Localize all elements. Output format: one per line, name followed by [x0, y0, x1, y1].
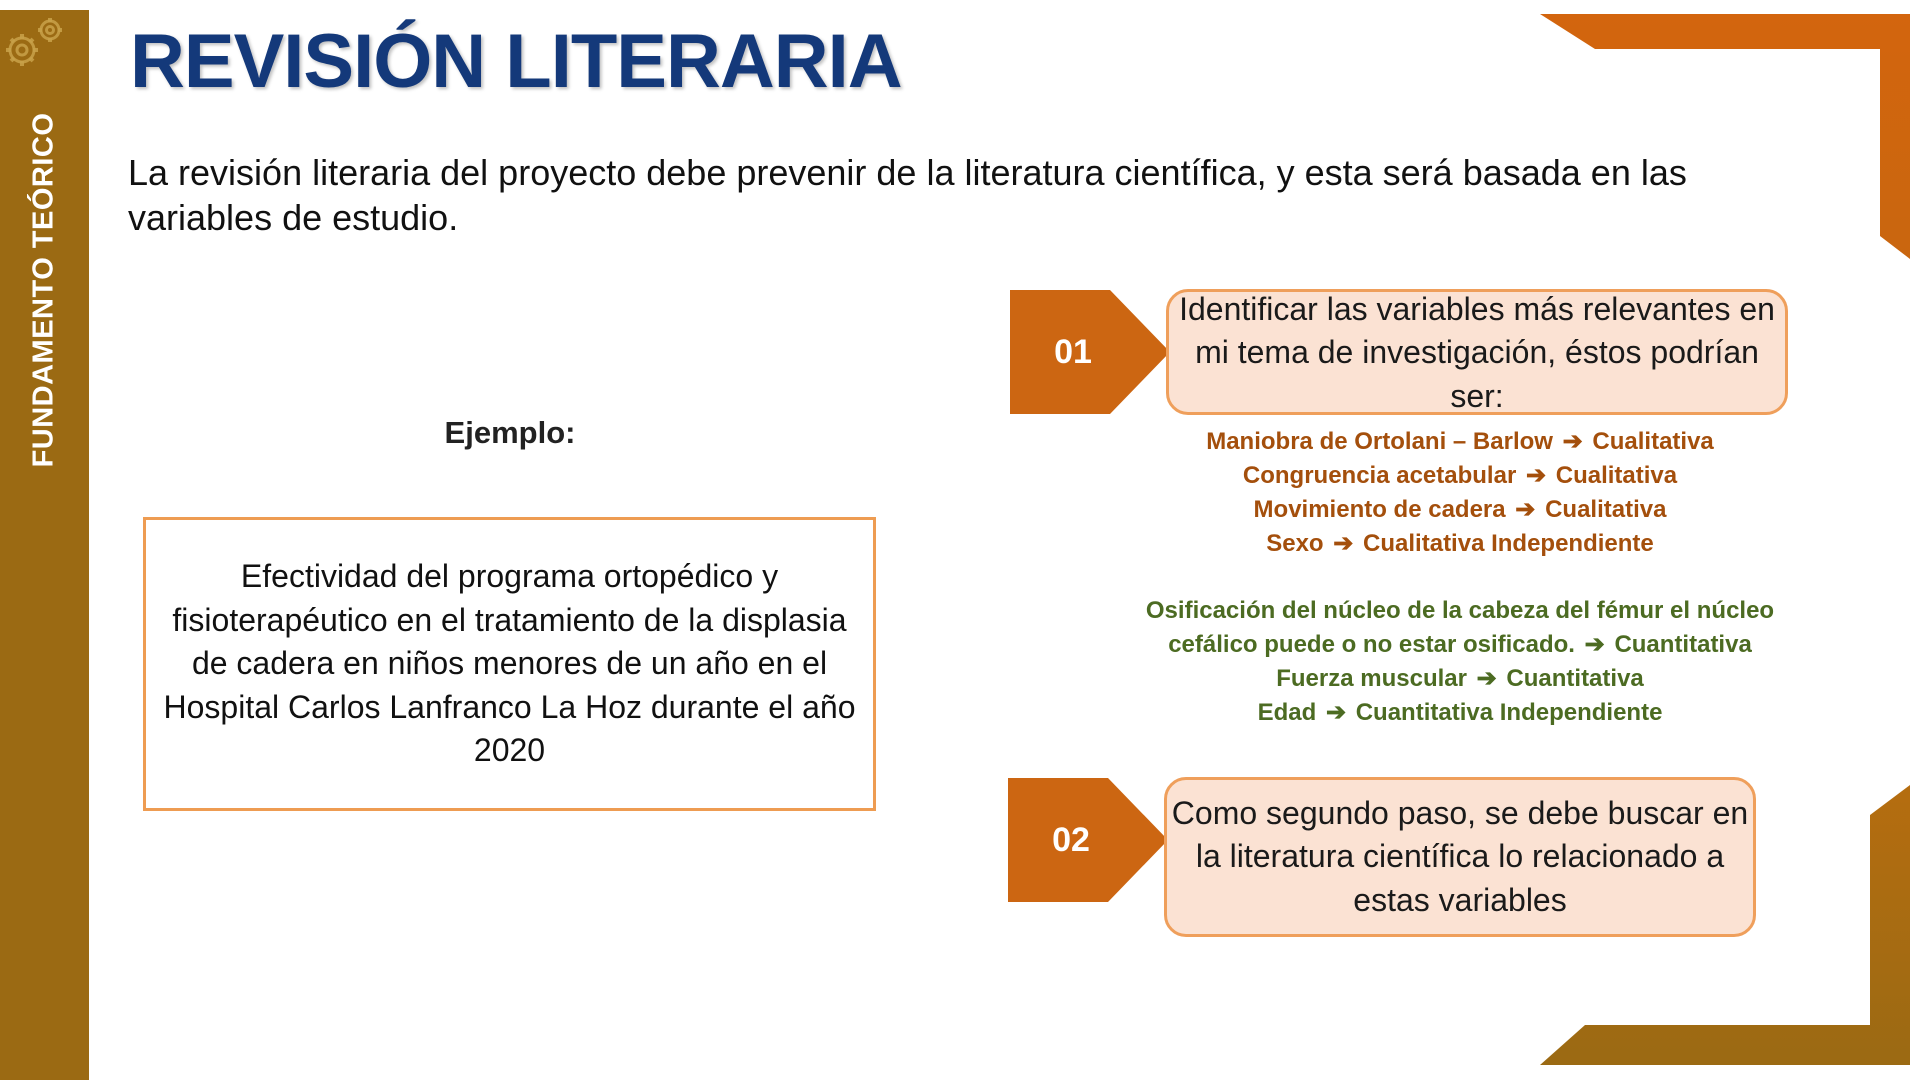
page-title: REVISIÓN LITERARIA [130, 19, 902, 104]
side-band-label: FUNDAMENTO TEÓRICO [27, 112, 60, 468]
arrow-right-icon: ➔ [1525, 462, 1547, 489]
arrow-right-icon: ➔ [1333, 530, 1354, 557]
intro-text: La revisión literaria del proyecto debe prevenir de la literatura científica, y esta será basada en las variables de estudio. [128, 152, 1687, 238]
step-01-box [1166, 289, 1788, 415]
qualitative-variables-list [1110, 425, 1810, 561]
step-02-box [1164, 777, 1756, 937]
step-01-text: Identificar las variables más relevantes en mi tema de investigación, éstos podrían ser: [1179, 290, 1775, 414]
example-text: Efectividad del programa ortopédico y fisioterapéutico en el tratamiento de la displasia de cadera en niños menores de un año en el Hospital Carlos Lanfranco La Hoz durante el año 2020 [163, 558, 856, 769]
arrow-right-icon: ➔ [1562, 428, 1583, 455]
list-item: Edad ➔ Cuantitativa Independiente [1110, 696, 1810, 730]
list-item: Fuerza muscular ➔ Cuantitativa [1110, 662, 1810, 696]
step-02-text: Como segundo paso, se debe buscar en la literatura científica lo relacionado a estas variables [1171, 794, 1749, 918]
list-item: Congruencia acetabular ➔ Cualitativa [1110, 459, 1810, 493]
example-box [143, 517, 876, 811]
example-label: Ejemplo: [444, 415, 576, 450]
gear-icon [0, 10, 80, 90]
arrow-right-icon: ➔ [1476, 665, 1497, 692]
step-01-number: 01 [1054, 333, 1092, 371]
list-item: Movimiento de cadera ➔ Cualitativa [1110, 493, 1810, 527]
arrow-right-icon: ➔ [1515, 496, 1536, 523]
arrow-right-icon: ➔ [1584, 631, 1605, 658]
list-item: Sexo ➔ Cualitativa Independiente [1110, 527, 1810, 561]
list-item: Osificación del núcleo de la cabeza del fémur el núcleo [1145, 597, 1775, 624]
list-item: cefálico puede o no estar osificado. ➔ Cuantitativa [1110, 628, 1810, 662]
list-item: Maniobra de Ortolani – Barlow ➔ Cualitativa [1110, 425, 1810, 459]
quantitative-variables-list [1110, 594, 1810, 730]
arrow-right-icon: ➔ [1325, 699, 1347, 726]
step-02-number: 02 [1052, 821, 1090, 859]
